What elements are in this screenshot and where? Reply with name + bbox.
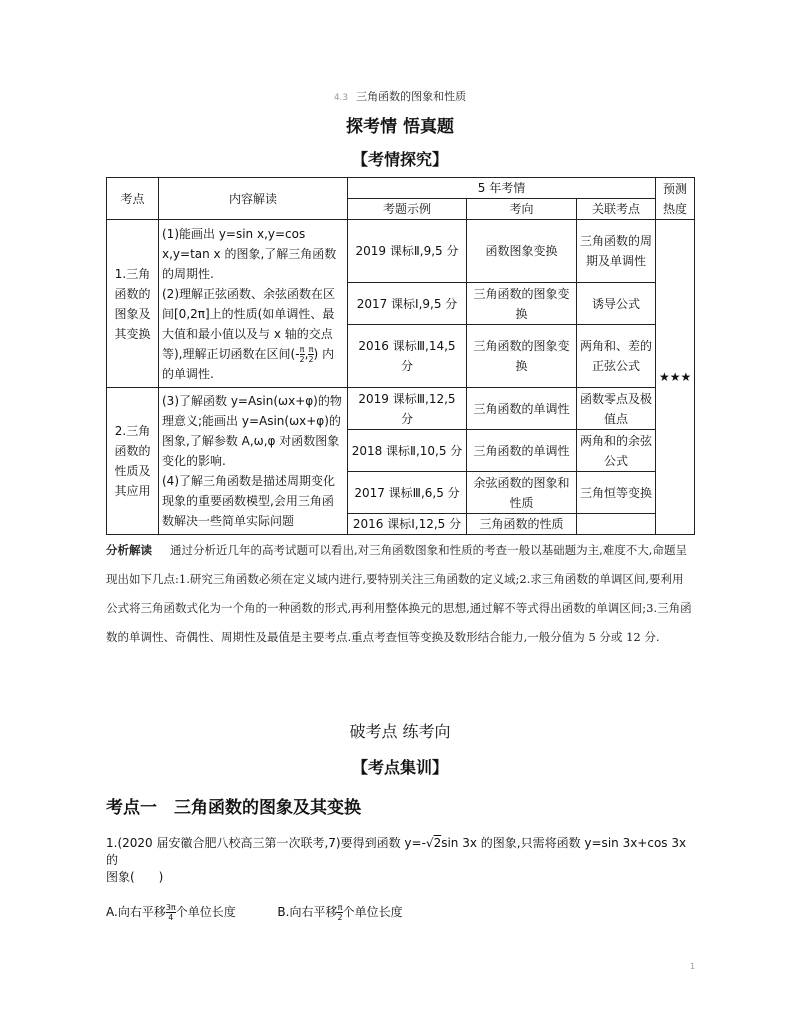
sqrt-arg: 2 [433, 836, 442, 850]
sqrt-symbol: √ [425, 836, 434, 850]
frac-pi-over-2-a: $\frac{\pi}{2}$ [299, 344, 305, 364]
interval-comma: , [304, 346, 309, 361]
row5-ex: 2018 课标Ⅱ,10,5 分 [348, 430, 467, 472]
analysis-paragraph [106, 536, 694, 652]
content-1b-post: 内的单调性. [162, 346, 335, 381]
frac-3pi-over-4: $\frac{3\pi}{4}$ [165, 903, 176, 922]
kaodian-1: 1.三角函数的图象及其变换 [107, 220, 159, 388]
question-1-line1 [106, 834, 694, 868]
content-1b-pre: (2)理解正弦函数、余弦函数在区间[0,2π]上的性质(如单调性、最大值和最小值以及与 x 轴的交点等),理解正切函数在区间 [162, 286, 335, 361]
option-a[interactable]: A.向右平移 $\frac{3\pi}{4}$ 个单位长度 [106, 903, 236, 922]
section-title: 考点一 三角函数的图象及其变换 [106, 798, 361, 818]
question-1-options [106, 903, 403, 922]
row2-ex: 2017 课标Ⅰ,9,5 分 [348, 283, 467, 325]
row3-ex: 2016 课标Ⅲ,14,5 分 [348, 325, 467, 388]
option-b[interactable]: B.向右平移 $\frac{\pi}{2}$ 个单位长度 [277, 903, 403, 922]
heading-pokaodian: 破考点 练考向 [349, 722, 451, 741]
row7-rel [577, 514, 656, 535]
exam-table [106, 177, 695, 535]
frac-pi-over-2: $\frac{\pi}{2}$ [337, 903, 343, 922]
row1-dir: 函数图象变换 [467, 220, 577, 283]
content-2a: (3)了解函数 y=Asin(ωx+φ)的物理意义;能画出 y=Asin(ωx+φ)的图象,了解参数 A,ω,φ 对函数图象变化的影响. [162, 394, 342, 468]
stars-rating: ★★★ [656, 220, 695, 535]
running-header [0, 88, 800, 104]
q1-part2: sin 3x 的图象,只需将函数 y=sin 3x+cos 3x 的 [106, 836, 687, 867]
row5-dir: 三角函数的单调性 [467, 430, 577, 472]
header-kaoxiang: 考向 [467, 199, 577, 220]
heading-kaoqing: 【考情探究】 [351, 150, 448, 169]
header-wunian: 5 年考情 [348, 178, 656, 199]
interval-open: ( [290, 346, 296, 361]
q1-part1: 1.(2020 届安徽合肥八校高三第一次联考,7)要得到函数 y=- [106, 836, 426, 850]
row7-dir: 三角函数的性质 [467, 514, 577, 535]
row4-dir: 三角函数的单调性 [467, 388, 577, 430]
header-kaodian: 考点 [107, 178, 159, 220]
header-shili: 考题示例 [348, 199, 467, 220]
heading-jixun: 【考点集训】 [351, 758, 448, 777]
row6-ex: 2017 课标Ⅲ,6,5 分 [348, 472, 467, 514]
content-1b [162, 284, 344, 384]
content-1 [159, 220, 348, 388]
row4-ex: 2019 课标Ⅲ,12,5 分 [348, 388, 467, 430]
analysis-text: 通过分析近几年的高考试题可以看出,对三角函数图象和性质的考查一般以基础题为主,难度不大,命题呈现出如下几点:1.研究三角函数必须在定义域内进行,要特别关注三角函数的定义域;2.求三角函数的单调区间,要利用公式将三角函数式化为一个角的一种函数的形式,再利用整体换元的思想,通过解不等式得出函数的单调区间;3.三角函数的单调性、奇偶性、周期性及最值是主要考点.重点考查恒等变换及数形结合能力,一般分值为 5 分或 12 分. [106, 543, 692, 644]
row3-dir: 三角函数的图象变换 [467, 325, 577, 388]
question-1-line2: 图象( ) [106, 870, 164, 884]
content-2 [159, 388, 348, 535]
header-neirong: 内容解读 [159, 178, 348, 220]
row2-dir: 三角函数的图象变换 [467, 283, 577, 325]
interval-minus: - [295, 346, 300, 361]
section-number: 4.3 [333, 93, 349, 103]
kaodian-2: 2.三角函数的性质及其应用 [107, 388, 159, 535]
header-title: 三角函数的图象和性质 [356, 90, 467, 103]
row1-ex: 2019 课标Ⅱ,9,5 分 [348, 220, 467, 283]
row5-rel: 两角和的余弦公式 [577, 430, 656, 472]
header-yuce: 预测热度 [656, 178, 695, 220]
row6-dir: 余弦函数的图象和性质 [467, 472, 577, 514]
row4-rel: 函数零点及极值点 [577, 388, 656, 430]
header-guanlian: 关联考点 [577, 199, 656, 220]
row6-rel: 三角恒等变换 [577, 472, 656, 514]
heading-tanzao: 探考情 悟真题 [346, 117, 454, 137]
frac-pi-over-2-b: $\frac{\pi}{2}$ [308, 344, 314, 364]
row1-rel: 三角函数的周期及单调性 [577, 220, 656, 283]
row7-ex: 2016 课标Ⅰ,12,5 分 [348, 514, 467, 535]
row2-rel: 诱导公式 [577, 283, 656, 325]
analysis-label: 分析解读 [106, 543, 152, 557]
interval-close: ) [313, 346, 319, 361]
content-1a: (1)能画出 y=sin x,y=cos x,y=tan x 的图象,了解三角函数的周期性. [162, 226, 337, 281]
content-2b: (4)了解三角函数是描述周期变化现象的重要函数模型,会用三角函数解决一些简单实际问题 [162, 474, 335, 528]
row3-rel: 两角和、差的正弦公式 [577, 325, 656, 388]
page-number: 1 [690, 962, 696, 971]
